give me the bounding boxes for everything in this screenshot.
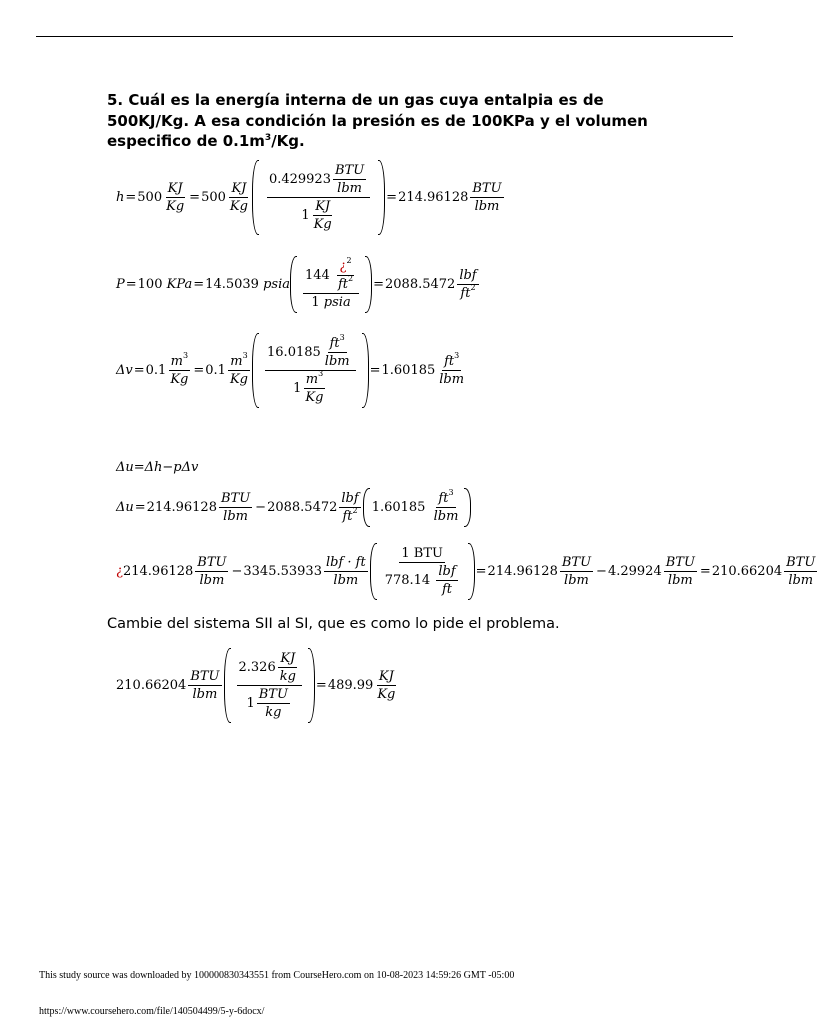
equation-volume: Δv = 0.1 $\frac{m^3}{Kg}$ = 0.1 $\frac{m^3}{Kg}$ 16.0185 $\frac{ft^3}{\text{lbm}}$ 1 $\frac{m^3}{Kg}$ = 1.60185 $\frac{ft^3}{\text{lbm}}$: [116, 333, 468, 408]
equation-enthalpy: h = 500 $\frac{KJ}{Kg}$ = 500 $\frac{KJ}{Kg}$ 0.429923 $\frac{\text{BTU}}{\text{lbm}}$ 1 $\frac{KJ}{Kg}$ = 214.96128 $\frac{\text{BTU}}{\text{lbm}}$: [116, 160, 506, 235]
equation-internal-energy: Δu = 214.96128 $\frac{\text{BTU}}{\text{lbm}}$ − 2088.5472 $\frac{\text{lbf}}{ft^2}$ 1.60185 $\frac{ft^3}{\text{lbm}}$: [116, 488, 471, 527]
heading-line-3: especifico de $0.1m^3/Kg$.: [107, 132, 305, 150]
equation-unit-conversion: 210.66204 $\frac{\text{BTU}}{\text{lbm}}$ 2.326 $\frac{KJ}{kg}$ 1 $\frac{\text{BTU}}{kg}$ = 489.99 $\frac{KJ}{Kg}$: [116, 648, 399, 723]
equation-pressure: P = 100 KPa = 14.5039 psia 144 $\frac{¿^2}{ft^2}$ 1 psia = 2088.5472 $\frac{\text{lbf}}{ft^2}$: [116, 256, 481, 313]
heading-line-1: 5. Cuál es la energía interna de un gas cuya entalpia es de: [107, 91, 604, 109]
equation-internal-energy-result: ¿ 214.96128 $\frac{\text{BTU}}{\text{lbm}}$ − 3345.53933 $\frac{\text{lbf · ft}}{\text{lbm}}$ 1 BTU 778.14 $\frac{\text{lbf}}{ft}$ = 214.96128 $\frac{\text{BTU}}{\text{lbm}}$ − 4.29924 $\frac{\text{BTU}}{\text{lbm}}$ = 210.66204 $\frac{\text{BTU}}{\text{lbm}}$: [116, 543, 819, 600]
conversion-note: Cambie del sistema SII al SI, que es como lo pide el problema.: [107, 616, 560, 632]
equation-energy-relation: Δu=Δh−pΔv: [116, 460, 199, 475]
heading-line-2: 500KJ/Kg. A esa condición la presión es de 100KPa y el volumen: [107, 111, 648, 130]
download-notice: This study source was downloaded by 100000830343551 from CourseHero.com on 10-08-2023 14:59:26 GMT -05:00: [39, 970, 515, 981]
problem-heading: [107, 90, 667, 152]
source-url: https://www.coursehero.com/file/140504499/5-y-6docx/: [39, 1006, 265, 1017]
top-rule: [36, 36, 733, 37]
